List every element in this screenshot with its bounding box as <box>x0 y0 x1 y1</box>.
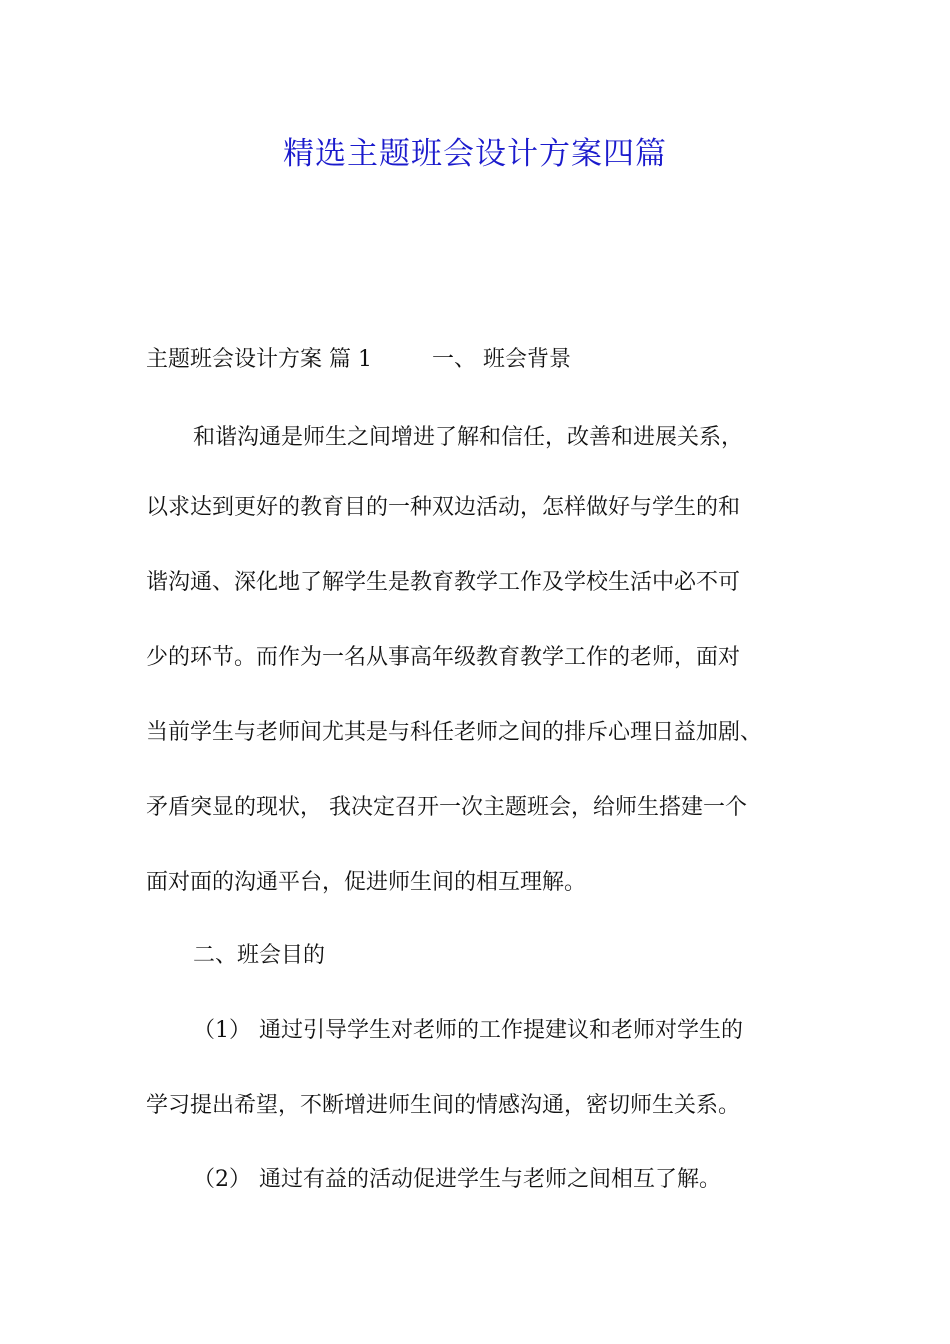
paragraph-line: 矛盾突显的现状， 我决定召开一次主题班会，给师生搭建一个 <box>146 795 747 820</box>
document-title: 精选主题班会设计方案四篇 <box>283 136 667 172</box>
goal-2-line <box>193 1160 721 1200</box>
goal-1-number: （1） <box>193 1018 251 1043</box>
goal-1-text: 通过引导学生对老师的工作提建议和老师对学生的 <box>259 1018 744 1043</box>
goal-2-number: （2） <box>193 1167 251 1192</box>
paragraph-line: 少的环节。而作为一名从事高年级教育教学工作的老师，面对 <box>146 645 741 670</box>
paragraph-line: 以求达到更好的教育目的一种双边活动，怎样做好与学生的和 <box>146 495 741 520</box>
section-heading: 主题班会设计方案 篇 1 <box>146 347 372 372</box>
section-heading-row <box>146 340 571 380</box>
goal-1-second-line: 学习提出希望，不断增进师生间的情感沟通，密切师生关系。 <box>146 1093 741 1118</box>
paragraph-line: 面对面的沟通平台，促进师生间的相互理解。 <box>146 870 587 895</box>
section-one-label: 一、 班会背景 <box>431 347 571 372</box>
paragraph-line: 谐沟通、深化地了解学生是教育教学工作及学校生活中必不可 <box>146 570 741 595</box>
paragraph-line: 当前学生与老师间尤其是与科任老师之间的排斥心理日益加剧、 <box>146 720 763 745</box>
goal-1-first-line <box>193 1011 743 1051</box>
section-two-heading: 二、班会目的 <box>193 943 326 968</box>
paragraph-line: 和谐沟通是师生之间增进了解和信任，改善和进展关系， <box>193 425 744 450</box>
goal-2-text: 通过有益的活动促进学生与老师之间相互了解。 <box>259 1167 722 1192</box>
